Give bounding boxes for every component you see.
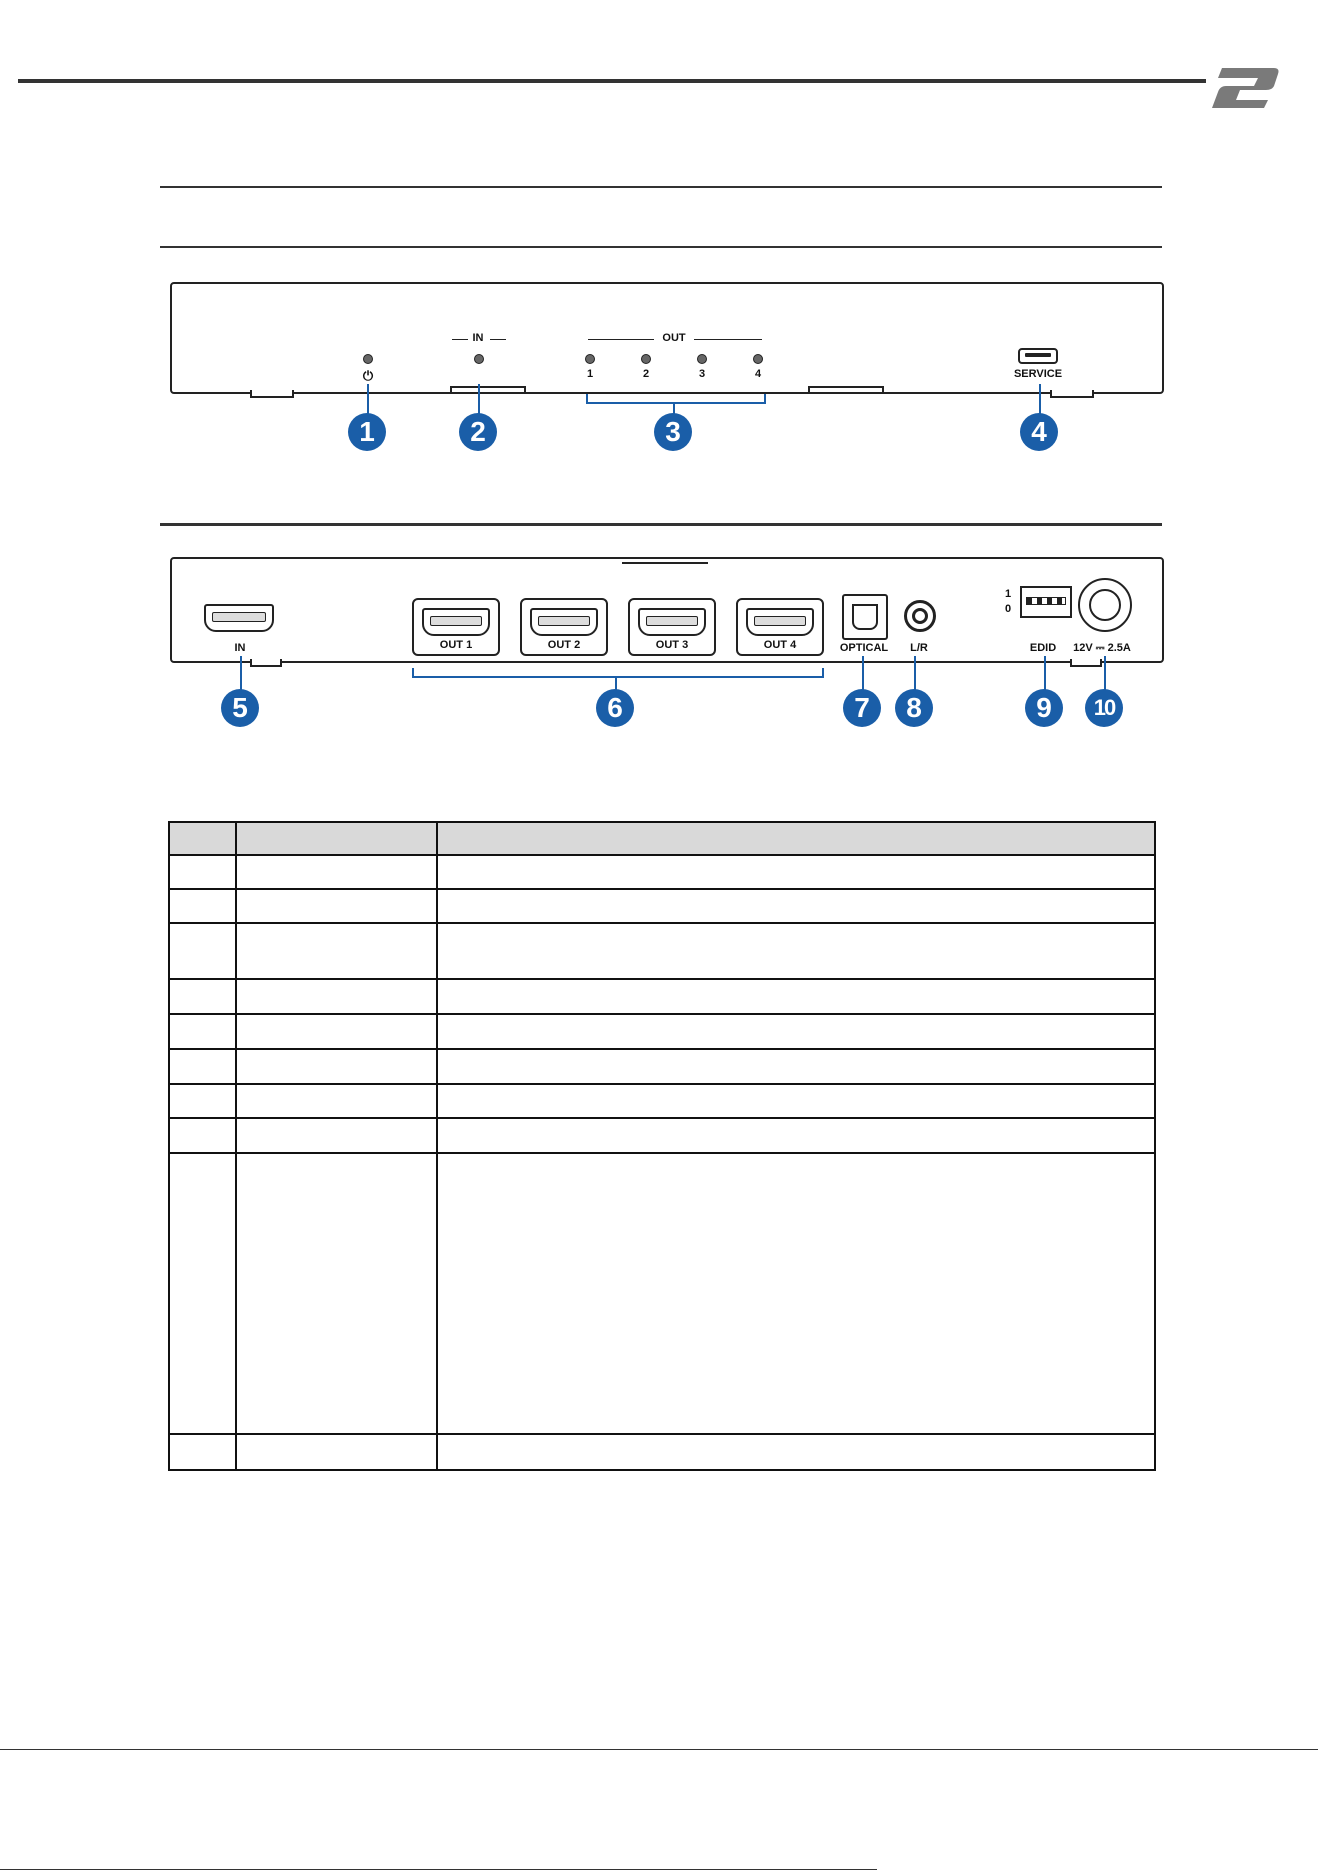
table-cell: [236, 1014, 438, 1049]
table-cell: [437, 1049, 1155, 1084]
service-label: SERVICE: [1013, 368, 1063, 380]
table-cell: [236, 1434, 438, 1470]
callout-1-leader: [367, 384, 369, 416]
table-row: [169, 1153, 1155, 1434]
edid-dip-switch: [1020, 586, 1072, 618]
rear-foot-right: [1070, 659, 1102, 667]
table-cell: [169, 1434, 236, 1470]
table-cell: [236, 855, 438, 889]
callout-9-leader: [1044, 656, 1046, 692]
callout-7: 7: [843, 689, 881, 727]
table-cell: [236, 1118, 438, 1153]
table-cell: [437, 1434, 1155, 1470]
table-cell: [169, 923, 236, 979]
rear-top-bump: [622, 562, 708, 570]
edid-label: EDID: [1029, 642, 1057, 654]
power-symbol-icon: ⏻: [362, 368, 374, 383]
in-group-label: IN: [472, 332, 484, 344]
lr-label: L/R: [910, 642, 928, 654]
table-row: [169, 1118, 1155, 1153]
table-cell: [169, 979, 236, 1014]
callout-10-leader: [1104, 656, 1106, 692]
callout-7-leader: [862, 656, 864, 692]
section-rule-front: [160, 246, 1162, 248]
footer-rule-bottom: [0, 1869, 877, 1870]
callout-8-leader: [914, 656, 916, 692]
table-row: [169, 1434, 1155, 1470]
optical-port: [842, 594, 888, 640]
table-row: [169, 889, 1155, 923]
table-cell: [169, 889, 236, 923]
table-cell: [437, 855, 1155, 889]
callout-2: 2: [459, 413, 497, 451]
table-cell: [236, 923, 438, 979]
out-led-label-1: 1: [586, 368, 594, 380]
callout-2-leader: [478, 384, 480, 416]
front-foot-mid2: [808, 386, 884, 394]
in-group-line-right: [490, 339, 506, 340]
table-cell: [236, 1084, 438, 1118]
table-cell: [169, 1153, 236, 1434]
table-cell: [169, 1049, 236, 1084]
service-usb-port: [1018, 348, 1058, 364]
hdmi-out-port-1: OUT 1: [412, 598, 500, 656]
out-group-label: OUT: [662, 332, 686, 344]
brand-logo-icon: [1204, 62, 1284, 112]
in-led: [474, 354, 484, 364]
table-row: [169, 1049, 1155, 1084]
out-led-label-2: 2: [642, 368, 650, 380]
in-group-line-left: [452, 339, 468, 340]
table-cell: [437, 1084, 1155, 1118]
out-led-1: [585, 354, 595, 364]
table-header-cell: [437, 822, 1155, 855]
lr-audio-jack: [904, 600, 936, 632]
table-cell: [437, 923, 1155, 979]
out-led-2: [641, 354, 651, 364]
table-header-cell: [236, 822, 438, 855]
table-cell: [437, 1153, 1155, 1434]
callout-8: 8: [895, 689, 933, 727]
power-rating-label: 12V ⎓ 2.5A: [1073, 642, 1131, 654]
out-group-line-left: [588, 339, 654, 340]
out-led-label-3: 3: [698, 368, 706, 380]
table-cell: [236, 979, 438, 1014]
table-row: [169, 923, 1155, 979]
header-rule: [18, 79, 1206, 83]
rear-foot-left: [250, 659, 282, 667]
power-led: [363, 354, 373, 364]
table-row: [169, 1014, 1155, 1049]
table-cell: [169, 1118, 236, 1153]
table-cell: [437, 1118, 1155, 1153]
table-cell: [236, 1153, 438, 1434]
callout-1: 1: [348, 413, 386, 451]
callout-4: 4: [1020, 413, 1058, 451]
table-cell: [169, 855, 236, 889]
table-row: [169, 1084, 1155, 1118]
out-led-3: [697, 354, 707, 364]
table-row: [169, 855, 1155, 889]
callout-6: 6: [596, 689, 634, 727]
out-group-line-right: [694, 339, 762, 340]
table-cell: [437, 979, 1155, 1014]
footer-rule: [0, 1749, 1318, 1750]
front-foot-left: [250, 390, 294, 398]
callout-10: 10: [1085, 689, 1123, 727]
callout-3: 3: [654, 413, 692, 451]
optical-label: OPTICAL: [839, 642, 889, 654]
hdmi-in-port: [200, 600, 278, 642]
section-rule-rear: [160, 523, 1162, 526]
front-foot-mid1: [450, 386, 526, 394]
out-led-4: [753, 354, 763, 364]
out-led-label-4: 4: [754, 368, 762, 380]
table-row: [169, 979, 1155, 1014]
power-connector: [1078, 578, 1132, 632]
hdmi-out-port-4: OUT 4: [736, 598, 824, 656]
hdmi-out-port-3: OUT 3: [628, 598, 716, 656]
hdmi-in-label: IN: [234, 642, 246, 654]
table-cell: [169, 1014, 236, 1049]
edid-switch-pos-0: 0: [1004, 603, 1012, 615]
edid-switch-pos-1: 1: [1004, 588, 1012, 600]
front-foot-right: [1050, 390, 1094, 398]
table-cell: [437, 1014, 1155, 1049]
section-rule-top: [160, 186, 1162, 188]
callout-6-bracket: [412, 668, 824, 678]
spec-table: [168, 821, 1156, 1471]
callout-3-bracket: [586, 394, 766, 404]
table-header-row: [169, 822, 1155, 855]
table-cell: [169, 1084, 236, 1118]
table-cell: [437, 889, 1155, 923]
table-header-cell: [169, 822, 236, 855]
callout-5: 5: [221, 689, 259, 727]
table-cell: [236, 889, 438, 923]
hdmi-out-port-2: OUT 2: [520, 598, 608, 656]
table-cell: [236, 1049, 438, 1084]
callout-9: 9: [1025, 689, 1063, 727]
callout-4-leader: [1039, 384, 1041, 416]
